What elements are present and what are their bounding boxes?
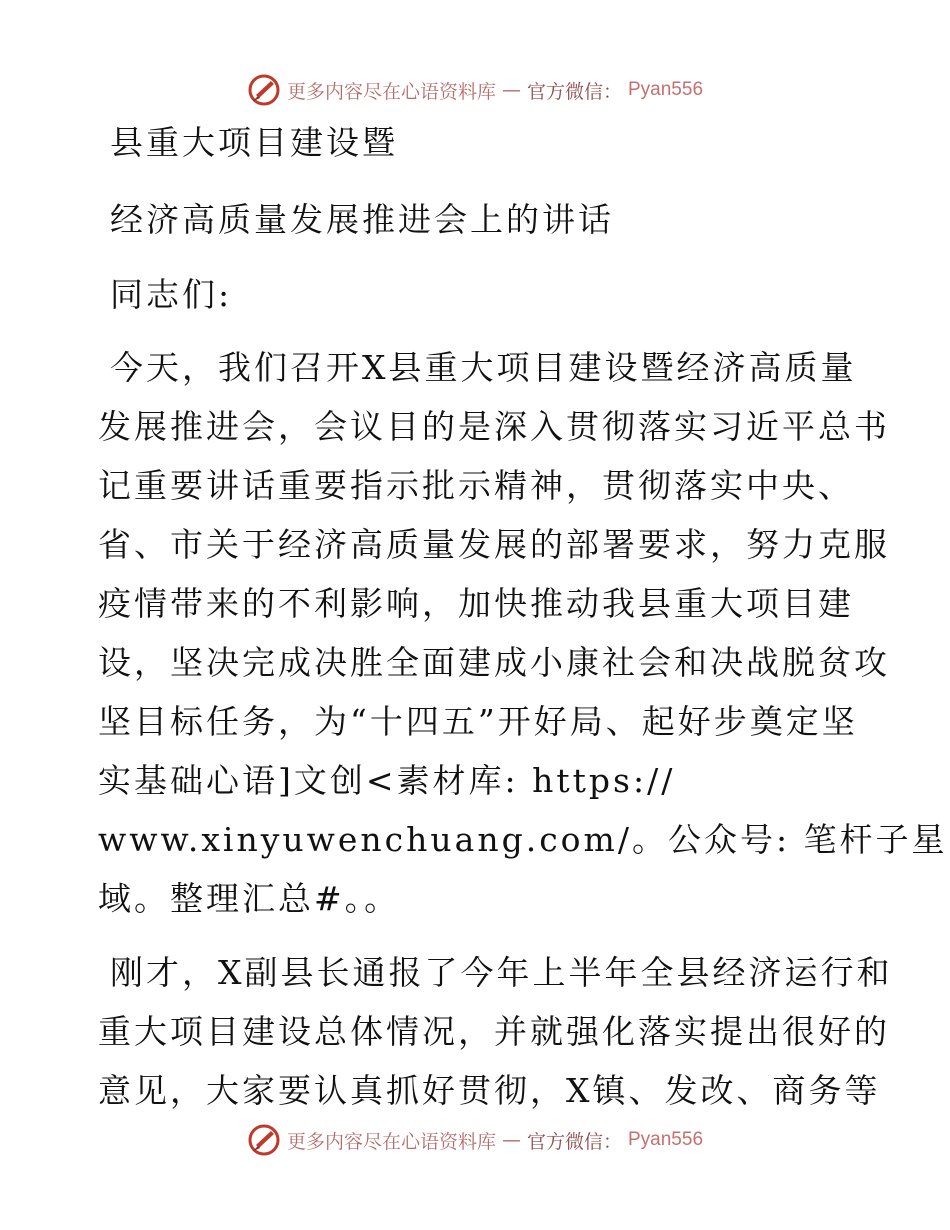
salutation: 同志们: — [110, 275, 233, 314]
paragraph-2-line: 意见，大家要认真抓好贯彻，X镇、发改、商务等 — [98, 1071, 881, 1110]
header-watermark — [0, 70, 950, 110]
watermark-label: 官方微信： — [526, 80, 622, 103]
paragraph-1-line: 省、市关于经济高质量发展的部署要求，努力克服 — [98, 525, 890, 564]
paragraph-2-line: 重大项目建设总体情况，并就强化落实提出很好的 — [98, 1012, 890, 1051]
watermark-wechat-id: Pyan556 — [628, 1129, 704, 1150]
title-line-1: 县重大项目建设暨 — [110, 123, 398, 162]
paragraph-1-line: 实基础心语]文创<素材库: https:// — [98, 761, 676, 800]
paragraph-1-line: 设，坚决完成决胜全面建成小康社会和决战脱贫攻 — [98, 643, 890, 682]
watermark-wechat-id: Pyan556 — [628, 79, 704, 100]
watermark-separator: — — [501, 1129, 521, 1151]
logo-icon — [247, 1123, 281, 1157]
paragraph-1-line: 记重要讲话重要指示批示精神，贯彻落实中央、 — [98, 466, 854, 505]
watermark-text: 更多内容尽在心语资料库 — [286, 1130, 496, 1153]
paragraph-1-line: www.xinyuwenchuang.com/。公众号: 笔杆子星 — [98, 820, 948, 859]
logo-icon — [247, 73, 281, 107]
watermark-text: 更多内容尽在心语资料库 — [286, 80, 496, 103]
footer-watermark — [0, 1120, 950, 1160]
paragraph-1-line: 今天，我们召开X县重大项目建设暨经济高质量 — [110, 348, 857, 387]
paragraph-1-line: 发展推进会，会议目的是深入贯彻落实习近平总书 — [98, 407, 890, 446]
paragraph-1-line: 坚目标任务，为“十四五”开好局、起好步奠定坚 — [98, 702, 858, 741]
title-line-2: 经济高质量发展推进会上的讲话 — [110, 200, 614, 239]
watermark-separator: — — [501, 79, 521, 101]
watermark-label: 官方微信： — [526, 1130, 622, 1153]
paragraph-1-line: 疫情带来的不利影响，加快推动我县重大项目建 — [98, 584, 854, 623]
paragraph-2-line: 刚才，X副县长通报了今年上半年全县经济运行和 — [110, 953, 893, 992]
paragraph-1-line: 域。整理汇总#。。 — [98, 879, 401, 918]
